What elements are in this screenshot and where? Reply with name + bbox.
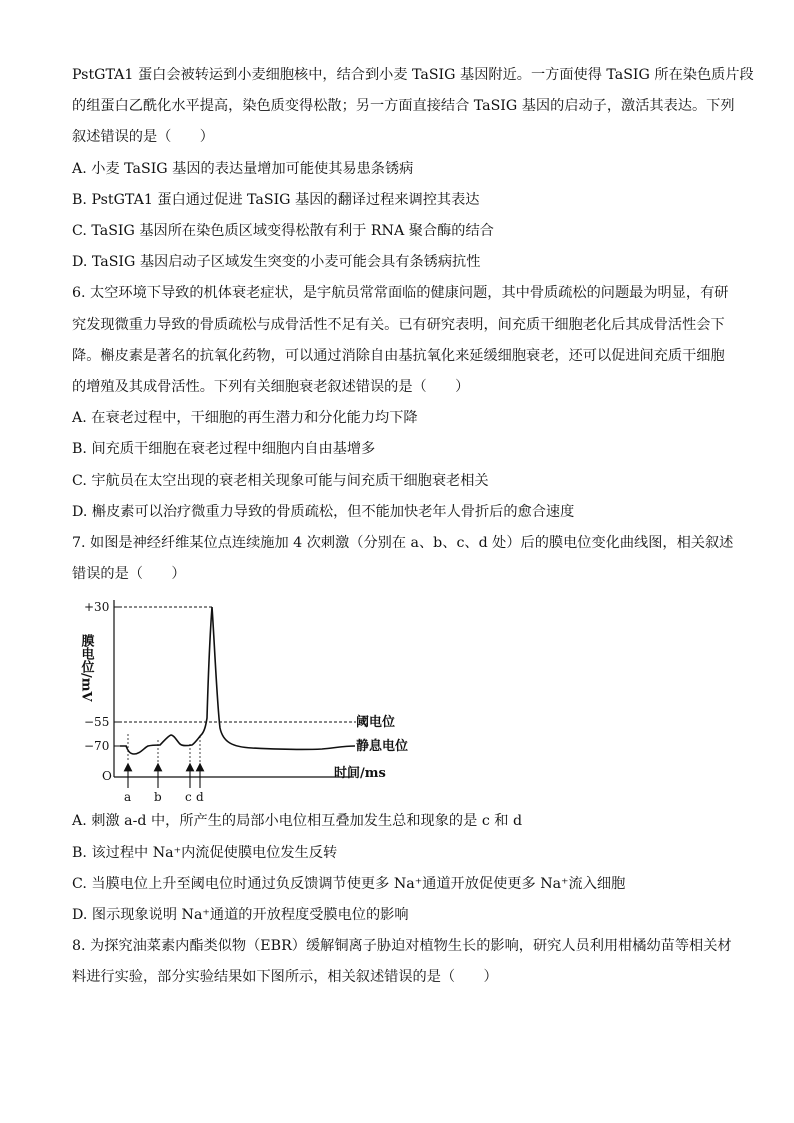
q8-stem-line: 料进行实验，部分实验结果如下图所示，相关叙述错误的是（ ） xyxy=(72,969,498,986)
q7-stem-line: 错误的是（ ） xyxy=(72,566,186,583)
q7-option-d: D. 图示现象说明 Na⁺通道的开放程度受膜电位的影响 xyxy=(72,907,409,924)
origin-label: O xyxy=(102,769,112,784)
tick-label-plus30: +30 xyxy=(84,600,110,615)
q5-stem-line: 的组蛋白乙酰化水平提高，染色质变得松散；另一方面直接结合 TaSIG 基因的启动子，激活其表达。下列 xyxy=(72,98,735,115)
membrane-potential-curve xyxy=(120,607,355,754)
q5-option-d: D. TaSIG 基因启动子区域发生突变的小麦可能会具有条锈病抗性 xyxy=(72,254,481,271)
q6-stem-line: 6. 太空环境下导致的机体衰老症状，是宇航员常常面临的健康问题，其中骨质疏松的问题最为明显，有研 xyxy=(72,285,729,302)
q5-option-a: A. 小麦 TaSIG 基因的表达量增加可能使其易患条锈病 xyxy=(72,160,414,177)
tick-label-minus70: −70 xyxy=(84,739,110,754)
threshold-label: 阈电位 xyxy=(356,715,396,731)
stimulus-label-a: a xyxy=(124,790,132,805)
stimulus-label-b: b xyxy=(154,790,162,805)
q8-stem-line: 8. 为探究油菜素内酯类似物（EBR）缓解铜离子胁迫对植物生长的影响，研究人员利用柑橘幼苗等相关材 xyxy=(72,938,732,955)
q6-option-b: B. 间充质干细胞在衰老过程中细胞内自由基增多 xyxy=(72,441,376,458)
q6-option-c: C. 宇航员在太空出现的衰老相关现象可能与间充质干细胞衰老相关 xyxy=(72,472,489,489)
q6-stem-line: 降。槲皮素是著名的抗氧化药物，可以通过消除自由基抗氧化来延缓细胞衰老，还可以促进间充质干细胞 xyxy=(72,347,725,364)
q5-stem-line: 叙述错误的是（ ） xyxy=(72,129,214,146)
membrane-potential-svg xyxy=(72,594,432,804)
stimulus-label-d: d xyxy=(196,790,204,805)
membrane-potential-figure xyxy=(72,594,432,804)
q7-option-b: B. 该过程中 Na⁺内流促使膜电位发生反转 xyxy=(72,844,338,861)
x-axis-label: 时间/ms xyxy=(334,766,386,782)
resting-label: 静息电位 xyxy=(356,739,409,755)
q6-stem-line: 的增殖及其成骨活性。下列有关细胞衰老叙述错误的是（ ） xyxy=(72,379,470,396)
q7-stem-line: 7. 如图是神经纤维某位点连续施加 4 次刺激（分别在 a、b、c、d 处）后的膜电位变化曲线图，相关叙述 xyxy=(72,535,734,552)
q7-option-a: A. 刺激 a-d 中，所产生的局部小电位相互叠加发生总和现象的是 c 和 d xyxy=(72,813,523,830)
q6-option-d: D. 槲皮素可以治疗微重力导致的骨质疏松，但不能加快老年人骨折后的愈合速度 xyxy=(72,503,575,520)
tick-label-minus55: −55 xyxy=(84,715,110,730)
q6-stem-line: 究发现微重力导致的骨质疏松与成骨活性不足有关。已有研究表明，间充质干细胞老化后其成骨活性会下 xyxy=(72,316,725,333)
y-axis-label: 膜电位/mV xyxy=(78,634,94,703)
q6-option-a: A. 在衰老过程中，干细胞的再生潜力和分化能力均下降 xyxy=(72,410,418,427)
q5-option-b: B. PstGTA1 蛋白通过促进 TaSIG 基因的翻译过程来调控其表达 xyxy=(72,191,480,208)
q5-stem-line: PstGTA1 蛋白会被转运到小麦细胞核中，结合到小麦 TaSIG 基因附近。一方面使得 TaSIG 所在染色质片段 xyxy=(72,67,754,83)
exam-page xyxy=(72,60,754,994)
q7-option-c: C. 当膜电位上升至阈电位时通过负反馈调节使更多 Na⁺通道开放促使更多 Na⁺流入细胞 xyxy=(72,875,626,892)
q5-option-c: C. TaSIG 基因所在染色质区域变得松散有利于 RNA 聚合酶的结合 xyxy=(72,223,494,240)
stimulus-label-c: c xyxy=(185,790,192,805)
